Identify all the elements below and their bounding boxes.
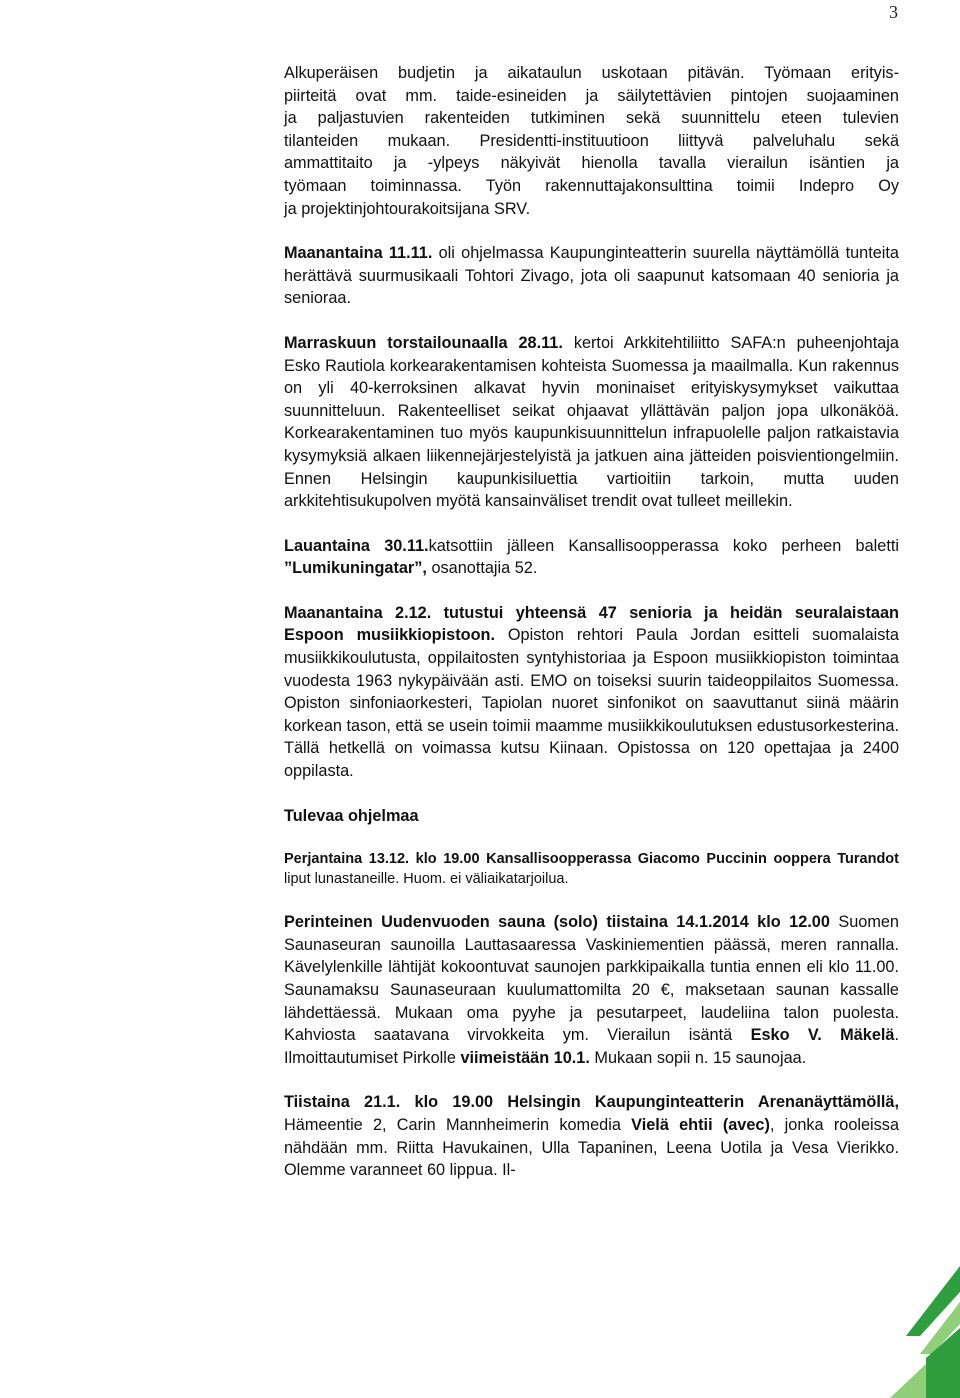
corner-logo-graphic bbox=[870, 1248, 960, 1398]
play-title: Vielä ehtii (avec) bbox=[631, 1115, 770, 1134]
event-date: Perinteinen Uudenvuoden sauna (solo) tiistaina 14.1.2014 klo 12.00 bbox=[284, 913, 830, 932]
logo-block-light bbox=[890, 1364, 926, 1398]
text-line: piirteitä ovat mm. taide-esineiden ja säilytettävien pintojen suojaaminen bbox=[284, 86, 899, 105]
section-heading: Tulevaa ohjelmaa bbox=[284, 806, 419, 825]
event-text: kertoi Arkkitehtiliitto SAFA:n puheenjohtaja Esko Rautiola korkearakentamisen kohteista Suomessa ja maailmalla. Kun rakennus on yli 40-kerroksinen alkavat hyvin moninaiset erityiskysymykset vaikuttaa suunnitteluun. Rakenteelliset seikat ohjaavat yllättävän paljon jopa ulkonäköä. Korkearakentaminen tuo myös kaupunkisuunnittelun infrapuolelle paljon ratkaistavia kysymyksiä alkaen liikennejärjestelyistä ja jatkuen aina jätteiden poisvientiongelmiin. Ennen Helsingin kaupunkisiluettia vartioitiin tarkoin, mutta uuden arkkitehtisukupolven myötä kansainväliset trendit ovat tulleet meillekin. bbox=[284, 333, 899, 511]
event-date: Tiistaina 21.1. klo 19.00 Helsingin Kaupunginteatterin Arenanäyttämöllä, bbox=[284, 1093, 899, 1112]
event-text: Opiston rehtori Paula Jordan esitteli suomalaista musiikkikoulutusta, oppilaitosten syntyhistoriaa ja Espoon musiikkiopiston toimintaa vuodesta 1963 nykypäivään asti. EMO on toiseksi suurin taideoppilaitos Suomessa. Opiston sinfoniaorkesteri, Tapiolan nuoret sinfonikot on saavuttanut siinä määrin korkean tason, että se usein toimii maamme musiikkikoulutuksen edustusorkesterina. Tällä hetkellä on voimassa kutsu Kiinaan. Opistossa on 120 opettajaa ja 2400 oppilasta. bbox=[284, 626, 899, 781]
paragraph-event-lunch bbox=[284, 332, 899, 513]
text-line: ja projektinjohtourakoitsijana SRV. bbox=[284, 199, 531, 218]
paragraph-event-zivago bbox=[284, 242, 899, 310]
event-text: . Ilmoittautumiset Pirkolle bbox=[284, 1026, 900, 1067]
text-line: työmaan toiminnassa. Työn rakennuttajakonsulttina toimii Indepro Oy bbox=[284, 176, 899, 195]
document-body bbox=[284, 62, 899, 1182]
event-date: Perjantaina 13.12. klo 19.00 Kansallisoopperassa Giacomo Puccinin ooppera Turandot bbox=[284, 851, 899, 868]
event-date: Lauantaina 30.11. bbox=[284, 536, 429, 555]
event-text: katsottiin jälleen Kansallisoopperassa koko perheen baletti bbox=[428, 536, 899, 555]
event-text: Suomen Saunaseuran saunoilla Lauttasaaressa Vaskiniementien päässä, meren rannalla. Kävelylenkille lähtijät kokoontuvat saunojen parkkipaikalla tuntia ennen eli klo 11.00. Saunamaksu Saunaseuraan kuulumattomilta 20 €, maksetaan saunan kassalle lähdettäessä. Mukaan oma pyyhe ja pesutarpeet, laudeliina talon puolesta. Kahviosta saatavana virvokkeita ym. Vierailun isäntä bbox=[284, 913, 899, 1045]
event-text: osanottajia 52. bbox=[426, 559, 538, 578]
deadline: viimeistään 10.1. bbox=[460, 1048, 590, 1067]
event-date: Marraskuun torstailounaalla 28.11. bbox=[284, 333, 563, 352]
text-line: tilanteiden mukaan. Presidentti-instituutioon liittyvä palveluhalu sekä bbox=[284, 131, 899, 150]
event-text: liput lunastaneille. Huom. ei väliaikatarjoilua. bbox=[284, 871, 569, 888]
event-text: , jonka rooleissa nähdään mm. Riitta Havukainen, Ulla Tapaninen, Leena Uotila ja Vesa Vierikko. Olemme varanneet 60 lippua. Il- bbox=[284, 1115, 899, 1180]
paragraph-upcoming-theatre bbox=[284, 1091, 899, 1181]
paragraph-intro bbox=[284, 62, 899, 220]
text-line: ammattitaito ja -ylpeys näkyivät hienolla tavalla vierailun isäntien ja bbox=[284, 154, 899, 173]
paragraph-event-ballet bbox=[284, 535, 899, 580]
event-date: Maanantaina 2.12. tutustui yhteensä 47 senioria ja heidän seuralaistaan Espoon musiikkiopistoon. bbox=[284, 603, 899, 645]
event-date: Maanantaina 11.11. bbox=[284, 244, 433, 263]
paragraph-event-music-school bbox=[284, 602, 899, 783]
page-number: 3 bbox=[889, 2, 898, 22]
paragraph-upcoming-opera bbox=[284, 849, 899, 889]
text-line: Alkuperäisen budjetin ja aikataulun uskotaan pitävän. Työmaan erityis- bbox=[284, 64, 899, 82]
host-name: Esko V. Mäkelä bbox=[750, 1026, 895, 1045]
text-line: ja paljastuvien rakenteiden tutkiminen sekä suunnittelu eteen tulevien bbox=[284, 109, 899, 128]
paragraph-upcoming-sauna bbox=[284, 911, 899, 1069]
event-text: oli ohjelmassa Kaupunginteatterin suurella näyttämöllä tunteita herättävä suurmusikaali Tohtori Zivago, jota oli saapunut katsomaan 40 senioria ja senioraa. bbox=[284, 244, 899, 308]
event-text: Hämeentie 2, Carin Mannheimerin komedia bbox=[284, 1115, 632, 1134]
event-text: Mukaan sopii n. 15 saunojaa. bbox=[589, 1048, 807, 1067]
ballet-title: ”Lumikuningatar”, bbox=[284, 559, 427, 578]
